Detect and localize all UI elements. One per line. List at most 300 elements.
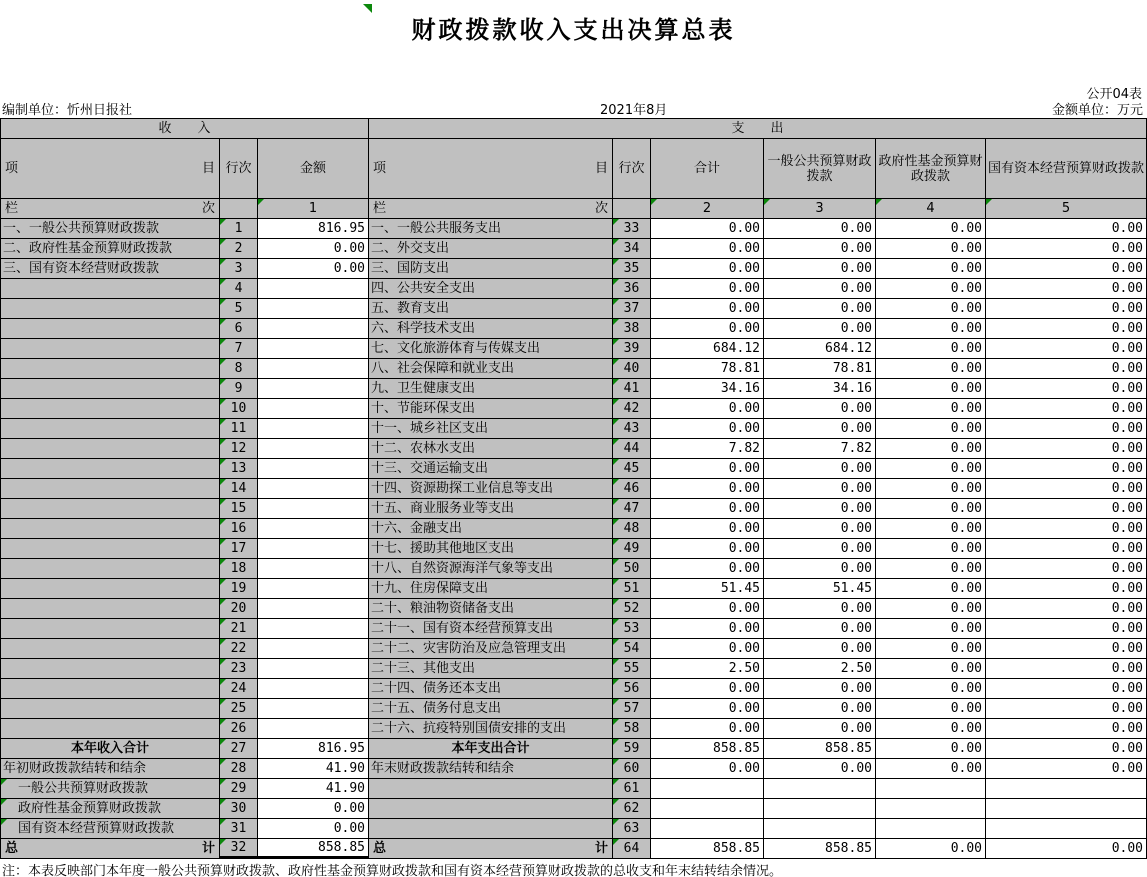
expense-gov-fund-cell[interactable]: 0.00 xyxy=(876,579,986,599)
income-rowno-cell[interactable]: 22 xyxy=(220,639,258,659)
expense-gov-fund-cell[interactable]: 0.00 xyxy=(876,339,986,359)
expense-item-cell[interactable]: 二十一、国有资本经营预算支出 xyxy=(369,619,613,639)
expense-rowno-cell[interactable]: 59 xyxy=(613,739,651,759)
income-amount-cell[interactable] xyxy=(258,659,369,679)
expense-state-capital-cell[interactable]: 0.00 xyxy=(986,239,1147,259)
expense-gov-fund-cell[interactable]: 0.00 xyxy=(876,299,986,319)
expense-gov-fund-cell[interactable]: 0.00 xyxy=(876,519,986,539)
expense-total-cell[interactable]: 0.00 xyxy=(651,619,764,639)
expense-rowno-cell[interactable]: 52 xyxy=(613,599,651,619)
expense-rowno-cell[interactable]: 43 xyxy=(613,419,651,439)
income-item-cell[interactable]: 总 计 xyxy=(1,839,220,859)
expense-rowno-cell[interactable]: 54 xyxy=(613,639,651,659)
income-rowno-cell[interactable]: 20 xyxy=(220,599,258,619)
expense-item-cell[interactable]: 四、公共安全支出 xyxy=(369,279,613,299)
income-item-cell[interactable] xyxy=(1,479,220,499)
expense-state-capital-cell[interactable]: 0.00 xyxy=(986,839,1147,859)
income-amount-cell[interactable]: 816.95 xyxy=(258,739,369,759)
expense-general-budget-cell[interactable]: 0.00 xyxy=(764,279,876,299)
expense-state-capital-cell[interactable] xyxy=(986,799,1147,819)
expense-total-cell[interactable]: 0.00 xyxy=(651,519,764,539)
expense-gov-fund-cell[interactable]: 0.00 xyxy=(876,319,986,339)
expense-item-cell[interactable]: 十三、交通运输支出 xyxy=(369,459,613,479)
expense-state-capital-cell[interactable]: 0.00 xyxy=(986,619,1147,639)
income-item-cell[interactable]: 一般公共预算财政拨款 xyxy=(1,779,220,799)
income-rowno-cell[interactable]: 24 xyxy=(220,679,258,699)
income-rowno-cell[interactable]: 21 xyxy=(220,619,258,639)
income-amount-cell[interactable] xyxy=(258,519,369,539)
expense-gov-fund-cell[interactable]: 0.00 xyxy=(876,279,986,299)
col-index-2: 2 xyxy=(651,199,764,219)
expense-gov-fund-cell[interactable]: 0.00 xyxy=(876,479,986,499)
expense-general-budget-cell[interactable]: 0.00 xyxy=(764,399,876,419)
state-capital-col-header: 国有资本经营预算财政拨款 xyxy=(986,139,1147,199)
expense-general-budget-cell[interactable]: 0.00 xyxy=(764,519,876,539)
report-period: 2021年8月 xyxy=(600,103,668,118)
expense-item-cell[interactable]: 二十三、其他支出 xyxy=(369,659,613,679)
expense-state-capital-cell[interactable]: 0.00 xyxy=(986,439,1147,459)
expense-rowno-cell[interactable]: 51 xyxy=(613,579,651,599)
expense-state-capital-cell[interactable]: 0.00 xyxy=(986,559,1147,579)
expense-total-cell[interactable]: 34.16 xyxy=(651,379,764,399)
expense-item-cell[interactable]: 六、科学技术支出 xyxy=(369,319,613,339)
income-amount-cell[interactable] xyxy=(258,539,369,559)
expense-total-cell[interactable]: 0.00 xyxy=(651,459,764,479)
expense-state-capital-cell[interactable]: 0.00 xyxy=(986,459,1147,479)
expense-state-capital-cell[interactable]: 0.00 xyxy=(986,759,1147,779)
expense-total-cell[interactable]: 0.00 xyxy=(651,319,764,339)
income-amount-cell[interactable]: 41.90 xyxy=(258,759,369,779)
expense-rowno-cell[interactable]: 61 xyxy=(613,779,651,799)
expense-state-capital-cell[interactable]: 0.00 xyxy=(986,679,1147,699)
income-rowno-cell[interactable]: 10 xyxy=(220,399,258,419)
expense-rowno-cell[interactable]: 37 xyxy=(613,299,651,319)
expense-gov-fund-cell[interactable]: 0.00 xyxy=(876,379,986,399)
expense-total-cell[interactable]: 0.00 xyxy=(651,479,764,499)
income-rowno-cell[interactable]: 11 xyxy=(220,419,258,439)
expense-state-capital-cell[interactable]: 0.00 xyxy=(986,639,1147,659)
expense-gov-fund-cell[interactable]: 0.00 xyxy=(876,359,986,379)
income-amount-cell[interactable] xyxy=(258,619,369,639)
income-item-cell[interactable] xyxy=(1,659,220,679)
expense-gov-fund-cell[interactable]: 0.00 xyxy=(876,739,986,759)
expense-gov-fund-cell[interactable]: 0.00 xyxy=(876,239,986,259)
expense-rowno-cell[interactable]: 60 xyxy=(613,759,651,779)
expense-total-cell[interactable]: 0.00 xyxy=(651,719,764,739)
expense-general-budget-cell[interactable]: 0.00 xyxy=(764,679,876,699)
expense-general-budget-cell[interactable] xyxy=(764,819,876,839)
income-amount-cell[interactable] xyxy=(258,639,369,659)
expense-state-capital-cell[interactable] xyxy=(986,779,1147,799)
expense-general-budget-cell[interactable]: 0.00 xyxy=(764,239,876,259)
expense-total-cell[interactable]: 2.50 xyxy=(651,659,764,679)
expense-total-cell[interactable]: 7.82 xyxy=(651,439,764,459)
expense-state-capital-cell[interactable]: 0.00 xyxy=(986,319,1147,339)
income-amount-cell[interactable] xyxy=(258,579,369,599)
expense-total-cell[interactable] xyxy=(651,779,764,799)
expense-total-cell[interactable]: 0.00 xyxy=(651,499,764,519)
expense-rowno-cell[interactable]: 48 xyxy=(613,519,651,539)
expense-total-cell[interactable]: 0.00 xyxy=(651,259,764,279)
expense-gov-fund-cell[interactable]: 0.00 xyxy=(876,259,986,279)
income-rowno-cell[interactable]: 16 xyxy=(220,519,258,539)
expense-general-budget-cell[interactable]: 0.00 xyxy=(764,479,876,499)
expense-state-capital-cell[interactable]: 0.00 xyxy=(986,479,1147,499)
expense-general-budget-cell[interactable]: 0.00 xyxy=(764,459,876,479)
income-item-cell[interactable] xyxy=(1,359,220,379)
expense-general-budget-cell[interactable]: 0.00 xyxy=(764,559,876,579)
income-amount-cell[interactable] xyxy=(258,559,369,579)
expense-state-capital-cell[interactable]: 0.00 xyxy=(986,739,1147,759)
expense-total-cell[interactable]: 858.85 xyxy=(651,739,764,759)
income-item-cell[interactable] xyxy=(1,619,220,639)
income-item-cell[interactable] xyxy=(1,339,220,359)
income-item-cell[interactable]: 年初财政拨款结转和结余 xyxy=(1,759,220,779)
income-item-cell[interactable] xyxy=(1,539,220,559)
expense-item-cell[interactable]: 十六、金融支出 xyxy=(369,519,613,539)
expense-total-cell[interactable] xyxy=(651,799,764,819)
income-rowno-cell[interactable]: 23 xyxy=(220,659,258,679)
expense-rowno-cell[interactable]: 56 xyxy=(613,679,651,699)
income-amount-cell[interactable] xyxy=(258,699,369,719)
expense-general-budget-cell[interactable]: 684.12 xyxy=(764,339,876,359)
income-rowno-cell[interactable]: 9 xyxy=(220,379,258,399)
expense-item-cell[interactable]: 二十四、债务还本支出 xyxy=(369,679,613,699)
expense-state-capital-cell[interactable]: 0.00 xyxy=(986,659,1147,679)
expense-item-cell[interactable]: 五、教育支出 xyxy=(369,299,613,319)
income-rowno-cell[interactable]: 14 xyxy=(220,479,258,499)
income-amount-cell[interactable]: 0.00 xyxy=(258,819,369,839)
expense-rowno-cell[interactable]: 64 xyxy=(613,839,651,859)
income-amount-cell[interactable]: 0.00 xyxy=(258,239,369,259)
expense-total-cell[interactable]: 0.00 xyxy=(651,679,764,699)
expense-total-cell[interactable]: 51.45 xyxy=(651,579,764,599)
col-index-1: 1 xyxy=(258,199,369,219)
expense-item-cell[interactable]: 总 计 xyxy=(369,839,613,859)
income-rowno-cell[interactable]: 5 xyxy=(220,299,258,319)
income-item-cell[interactable] xyxy=(1,519,220,539)
expense-item-cell[interactable]: 二十、粮油物资储备支出 xyxy=(369,599,613,619)
expense-general-budget-cell[interactable]: 0.00 xyxy=(764,539,876,559)
expense-total-cell[interactable]: 78.81 xyxy=(651,359,764,379)
expense-general-budget-cell[interactable]: 0.00 xyxy=(764,699,876,719)
expense-general-budget-cell[interactable]: 0.00 xyxy=(764,759,876,779)
expense-general-budget-cell[interactable]: 0.00 xyxy=(764,499,876,519)
expense-item-cell[interactable]: 十一、城乡社区支出 xyxy=(369,419,613,439)
income-amount-cell[interactable] xyxy=(258,439,369,459)
expense-total-cell[interactable]: 0.00 xyxy=(651,539,764,559)
expense-gov-fund-cell[interactable]: 0.00 xyxy=(876,659,986,679)
income-item-cell[interactable] xyxy=(1,319,220,339)
income-item-cell[interactable] xyxy=(1,499,220,519)
expense-state-capital-cell[interactable]: 0.00 xyxy=(986,519,1147,539)
expense-gov-fund-cell[interactable]: 0.00 xyxy=(876,399,986,419)
income-rowno-cell[interactable]: 7 xyxy=(220,339,258,359)
expense-state-capital-cell[interactable]: 0.00 xyxy=(986,219,1147,239)
expense-rowno-cell[interactable]: 41 xyxy=(613,379,651,399)
expense-total-cell[interactable]: 0.00 xyxy=(651,559,764,579)
expense-general-budget-cell[interactable]: 0.00 xyxy=(764,219,876,239)
expense-item-cell[interactable]: 二十五、债务付息支出 xyxy=(369,699,613,719)
expense-rowno-cell[interactable]: 39 xyxy=(613,339,651,359)
expense-total-cell[interactable]: 0.00 xyxy=(651,279,764,299)
preparing-unit-label: 编制单位：忻州日报社 xyxy=(2,103,133,118)
expense-gov-fund-cell[interactable]: 0.00 xyxy=(876,459,986,479)
expense-gov-fund-cell[interactable]: 0.00 xyxy=(876,699,986,719)
expense-state-capital-cell[interactable]: 0.00 xyxy=(986,359,1147,379)
income-amount-cell[interactable] xyxy=(258,719,369,739)
income-rowno-cell[interactable]: 8 xyxy=(220,359,258,379)
expense-state-capital-cell[interactable]: 0.00 xyxy=(986,419,1147,439)
expense-gov-fund-cell[interactable] xyxy=(876,779,986,799)
expense-rowno-cell[interactable]: 45 xyxy=(613,459,651,479)
income-item-cell[interactable] xyxy=(1,379,220,399)
expense-gov-fund-cell[interactable]: 0.00 xyxy=(876,219,986,239)
expense-general-budget-cell[interactable]: 51.45 xyxy=(764,579,876,599)
income-item-cell[interactable] xyxy=(1,699,220,719)
income-item-cell[interactable] xyxy=(1,439,220,459)
income-item-cell[interactable]: 国有资本经营预算财政拨款 xyxy=(1,819,220,839)
expense-total-cell[interactable]: 0.00 xyxy=(651,639,764,659)
expense-state-capital-cell[interactable]: 0.00 xyxy=(986,599,1147,619)
expense-item-cell[interactable]: 十九、住房保障支出 xyxy=(369,579,613,599)
income-item-cell[interactable]: 一、一般公共预算财政拨款 xyxy=(1,219,220,239)
expense-general-budget-cell[interactable]: 0.00 xyxy=(764,259,876,279)
expense-rowno-cell[interactable]: 58 xyxy=(613,719,651,739)
expense-general-budget-cell[interactable]: 0.00 xyxy=(764,419,876,439)
expense-state-capital-cell[interactable]: 0.00 xyxy=(986,499,1147,519)
expense-state-capital-cell[interactable]: 0.00 xyxy=(986,579,1147,599)
income-rowno-cell[interactable]: 15 xyxy=(220,499,258,519)
expense-item-cell[interactable]: 三、国防支出 xyxy=(369,259,613,279)
income-amount-cell[interactable]: 858.85 xyxy=(258,839,369,859)
expense-item-cell[interactable]: 年末财政拨款结转和结余 xyxy=(369,759,613,779)
expense-gov-fund-cell[interactable]: 0.00 xyxy=(876,499,986,519)
income-rowno-cell[interactable]: 27 xyxy=(220,739,258,759)
expense-general-budget-cell[interactable]: 0.00 xyxy=(764,299,876,319)
expense-total-cell[interactable]: 0.00 xyxy=(651,699,764,719)
expense-gov-fund-cell[interactable] xyxy=(876,799,986,819)
expense-total-cell[interactable]: 858.85 xyxy=(651,839,764,859)
income-item-cell[interactable] xyxy=(1,279,220,299)
expense-gov-fund-cell[interactable]: 0.00 xyxy=(876,539,986,559)
income-rowno-cell[interactable]: 4 xyxy=(220,279,258,299)
expense-rowno-cell[interactable]: 50 xyxy=(613,559,651,579)
expense-rowno-cell[interactable]: 34 xyxy=(613,239,651,259)
expense-general-budget-cell[interactable]: 2.50 xyxy=(764,659,876,679)
income-item-cell[interactable]: 三、国有资本经营财政拨款 xyxy=(1,259,220,279)
expense-item-cell[interactable] xyxy=(369,819,613,839)
expense-general-budget-cell[interactable]: 858.85 xyxy=(764,839,876,859)
rowno-col-header-left: 行次 xyxy=(220,139,258,199)
expense-rowno-cell[interactable]: 40 xyxy=(613,359,651,379)
income-item-cell[interactable] xyxy=(1,679,220,699)
expense-rowno-cell[interactable]: 47 xyxy=(613,499,651,519)
income-amount-cell[interactable] xyxy=(258,419,369,439)
income-item-cell[interactable] xyxy=(1,419,220,439)
expense-state-capital-cell[interactable]: 0.00 xyxy=(986,259,1147,279)
expense-rowno-cell[interactable]: 49 xyxy=(613,539,651,559)
expense-item-cell[interactable]: 十四、资源勘探工业信息等支出 xyxy=(369,479,613,499)
expense-gov-fund-cell[interactable]: 0.00 xyxy=(876,639,986,659)
expense-rowno-cell[interactable]: 44 xyxy=(613,439,651,459)
expense-rowno-cell[interactable]: 38 xyxy=(613,319,651,339)
expense-total-cell[interactable]: 0.00 xyxy=(651,239,764,259)
expense-item-cell[interactable]: 十二、农林水支出 xyxy=(369,439,613,459)
expense-item-cell[interactable]: 十、节能环保支出 xyxy=(369,399,613,419)
income-rowno-cell[interactable]: 28 xyxy=(220,759,258,779)
expense-state-capital-cell[interactable]: 0.00 xyxy=(986,719,1147,739)
expense-rowno-cell[interactable]: 63 xyxy=(613,819,651,839)
expense-item-cell[interactable] xyxy=(369,779,613,799)
income-rowno-cell[interactable]: 32 xyxy=(220,839,258,859)
expense-total-cell[interactable] xyxy=(651,819,764,839)
income-item-cell[interactable] xyxy=(1,579,220,599)
expense-general-budget-cell[interactable] xyxy=(764,799,876,819)
expense-general-budget-cell[interactable]: 0.00 xyxy=(764,639,876,659)
expense-item-cell[interactable]: 二十二、灾害防治及应急管理支出 xyxy=(369,639,613,659)
expense-general-budget-cell[interactable]: 0.00 xyxy=(764,619,876,639)
expense-general-budget-cell[interactable]: 858.85 xyxy=(764,739,876,759)
expense-rowno-cell[interactable]: 36 xyxy=(613,279,651,299)
income-rowno-cell[interactable]: 6 xyxy=(220,319,258,339)
expense-item-cell[interactable]: 二、外交支出 xyxy=(369,239,613,259)
expense-general-budget-cell[interactable]: 7.82 xyxy=(764,439,876,459)
expense-rowno-cell[interactable]: 46 xyxy=(613,479,651,499)
expense-total-cell[interactable]: 0.00 xyxy=(651,299,764,319)
expense-general-budget-cell[interactable]: 0.00 xyxy=(764,599,876,619)
expense-item-cell[interactable]: 本年支出合计 xyxy=(369,739,613,759)
expense-total-cell[interactable]: 0.00 xyxy=(651,759,764,779)
expense-item-cell[interactable]: 十七、援助其他地区支出 xyxy=(369,539,613,559)
income-rowno-cell[interactable]: 12 xyxy=(220,439,258,459)
income-amount-cell[interactable] xyxy=(258,499,369,519)
income-rowno-cell[interactable]: 31 xyxy=(220,819,258,839)
income-rowno-cell[interactable]: 30 xyxy=(220,799,258,819)
income-rowno-cell[interactable]: 2 xyxy=(220,239,258,259)
expense-state-capital-cell[interactable]: 0.00 xyxy=(986,699,1147,719)
income-item-cell[interactable] xyxy=(1,719,220,739)
income-amount-cell[interactable] xyxy=(258,599,369,619)
income-amount-cell[interactable] xyxy=(258,459,369,479)
income-amount-cell[interactable]: 816.95 xyxy=(258,219,369,239)
income-item-cell[interactable] xyxy=(1,399,220,419)
expense-gov-fund-cell[interactable] xyxy=(876,819,986,839)
item-col-header-left: 项 目 xyxy=(1,139,220,199)
expense-state-capital-cell[interactable] xyxy=(986,819,1147,839)
expense-item-cell[interactable]: 一、一般公共服务支出 xyxy=(369,219,613,239)
income-item-cell[interactable] xyxy=(1,299,220,319)
expense-rowno-cell[interactable]: 62 xyxy=(613,799,651,819)
expense-total-cell[interactable]: 0.00 xyxy=(651,599,764,619)
expense-gov-fund-cell[interactable]: 0.00 xyxy=(876,419,986,439)
item-col-header-right: 项 目 xyxy=(369,139,613,199)
expense-gov-fund-cell[interactable]: 0.00 xyxy=(876,839,986,859)
income-rowno-cell[interactable]: 3 xyxy=(220,259,258,279)
income-rowno-cell[interactable]: 26 xyxy=(220,719,258,739)
income-rowno-cell[interactable]: 18 xyxy=(220,559,258,579)
expense-item-cell[interactable] xyxy=(369,799,613,819)
income-item-cell[interactable] xyxy=(1,599,220,619)
income-item-cell[interactable]: 本年收入合计 xyxy=(1,739,220,759)
expense-total-cell[interactable]: 0.00 xyxy=(651,419,764,439)
income-rowno-cell[interactable]: 29 xyxy=(220,779,258,799)
expense-general-budget-cell[interactable]: 0.00 xyxy=(764,319,876,339)
expense-state-capital-cell[interactable]: 0.00 xyxy=(986,339,1147,359)
expense-general-budget-cell[interactable]: 0.00 xyxy=(764,719,876,739)
expense-item-cell[interactable]: 七、文化旅游体育与传媒支出 xyxy=(369,339,613,359)
expense-gov-fund-cell[interactable]: 0.00 xyxy=(876,439,986,459)
income-amount-cell[interactable] xyxy=(258,319,369,339)
expense-gov-fund-cell[interactable]: 0.00 xyxy=(876,719,986,739)
expense-item-cell[interactable]: 二十六、抗疫特别国债安排的支出 xyxy=(369,719,613,739)
expense-gov-fund-cell[interactable]: 0.00 xyxy=(876,759,986,779)
expense-gov-fund-cell[interactable]: 0.00 xyxy=(876,619,986,639)
expense-item-cell[interactable]: 十八、自然资源海洋气象等支出 xyxy=(369,559,613,579)
col-index-label-right: 栏 次 xyxy=(369,199,613,219)
income-rowno-cell[interactable]: 25 xyxy=(220,699,258,719)
expense-rowno-cell[interactable]: 53 xyxy=(613,619,651,639)
income-item-cell[interactable] xyxy=(1,559,220,579)
expense-state-capital-cell[interactable]: 0.00 xyxy=(986,279,1147,299)
income-amount-cell[interactable]: 0.00 xyxy=(258,799,369,819)
income-amount-cell[interactable] xyxy=(258,339,369,359)
expense-state-capital-cell[interactable]: 0.00 xyxy=(986,399,1147,419)
expense-general-budget-cell[interactable] xyxy=(764,779,876,799)
income-amount-cell[interactable] xyxy=(258,279,369,299)
expense-rowno-cell[interactable]: 33 xyxy=(613,219,651,239)
expense-total-cell[interactable]: 684.12 xyxy=(651,339,764,359)
income-item-cell[interactable] xyxy=(1,639,220,659)
expense-total-cell[interactable]: 0.00 xyxy=(651,399,764,419)
income-amount-cell[interactable]: 0.00 xyxy=(258,259,369,279)
expense-rowno-cell[interactable]: 42 xyxy=(613,399,651,419)
expense-item-cell[interactable]: 九、卫生健康支出 xyxy=(369,379,613,399)
income-item-cell[interactable]: 二、政府性基金预算财政拨款 xyxy=(1,239,220,259)
expense-state-capital-cell[interactable]: 0.00 xyxy=(986,299,1147,319)
decision-summary-table xyxy=(0,118,1147,859)
income-rowno-cell[interactable]: 19 xyxy=(220,579,258,599)
income-amount-cell[interactable]: 41.90 xyxy=(258,779,369,799)
income-amount-cell[interactable] xyxy=(258,679,369,699)
income-rowno-cell[interactable]: 1 xyxy=(220,219,258,239)
expense-rowno-cell[interactable]: 57 xyxy=(613,699,651,719)
expense-general-budget-cell[interactable]: 34.16 xyxy=(764,379,876,399)
income-amount-cell[interactable] xyxy=(258,379,369,399)
expense-item-cell[interactable]: 八、社会保障和就业支出 xyxy=(369,359,613,379)
col-index-3: 3 xyxy=(764,199,876,219)
expense-rowno-cell[interactable]: 35 xyxy=(613,259,651,279)
expense-gov-fund-cell[interactable]: 0.00 xyxy=(876,599,986,619)
expense-item-cell[interactable]: 十五、商业服务业等支出 xyxy=(369,499,613,519)
income-amount-cell[interactable] xyxy=(258,299,369,319)
expense-general-budget-cell[interactable]: 78.81 xyxy=(764,359,876,379)
income-rowno-cell[interactable]: 13 xyxy=(220,459,258,479)
income-amount-cell[interactable] xyxy=(258,359,369,379)
expense-state-capital-cell[interactable]: 0.00 xyxy=(986,379,1147,399)
income-item-cell[interactable] xyxy=(1,459,220,479)
income-item-cell[interactable]: 政府性基金预算财政拨款 xyxy=(1,799,220,819)
col-index-blank-left xyxy=(220,199,258,219)
expense-state-capital-cell[interactable]: 0.00 xyxy=(986,539,1147,559)
expense-rowno-cell[interactable]: 55 xyxy=(613,659,651,679)
expense-gov-fund-cell[interactable]: 0.00 xyxy=(876,679,986,699)
income-amount-cell[interactable] xyxy=(258,479,369,499)
income-amount-cell[interactable] xyxy=(258,399,369,419)
expense-total-cell[interactable]: 0.00 xyxy=(651,219,764,239)
income-rowno-cell[interactable]: 17 xyxy=(220,539,258,559)
expense-gov-fund-cell[interactable]: 0.00 xyxy=(876,559,986,579)
